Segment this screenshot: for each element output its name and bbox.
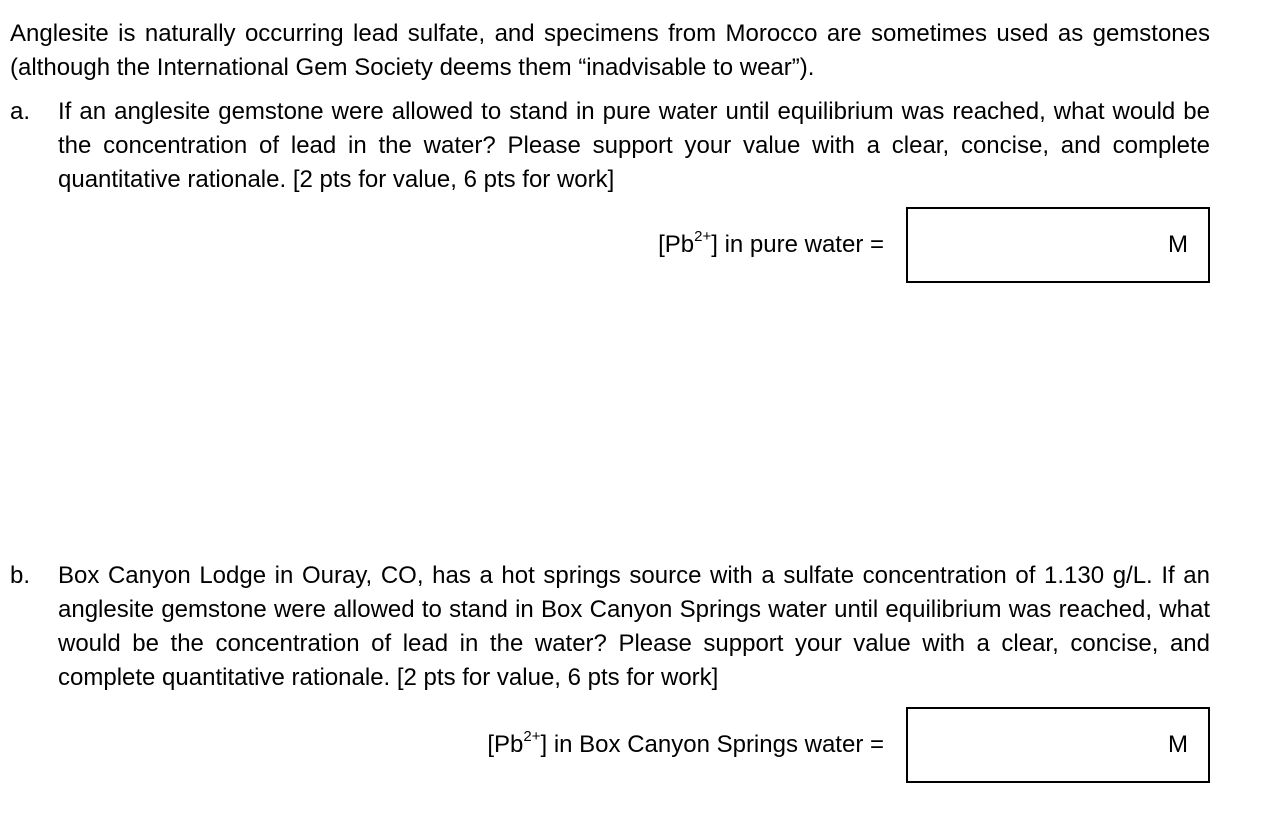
answer-box[interactable] — [906, 207, 1210, 283]
question-letter: a. — [10, 98, 31, 125]
question-b — [10, 559, 1210, 695]
answer-label — [487, 728, 884, 762]
answer-label-prefix: [Pb — [487, 731, 524, 758]
answer-label-prefix: [Pb — [658, 231, 695, 258]
answer-box[interactable] — [906, 707, 1210, 783]
question-letter: b. — [10, 562, 31, 589]
unit-label: M — [1168, 731, 1188, 758]
intro-paragraph: Anglesite is naturally occurring lead sulfate, and specimens from Morocco are sometimes used as gemstones (although the International Gem Society deems them “inadvisable to wear”). — [10, 20, 1210, 81]
charge-superscript: 2+ — [694, 228, 712, 245]
answer-row-a — [658, 208, 1210, 282]
question-text: If an anglesite gemstone were allowed to stand in pure water until equilibrium was reached, what would be the concentration of lead in the water? Please support your value with a clear, concise, and complete quantitative rationale. [2 pts for value, 6 pts for work] — [58, 98, 1210, 193]
answer-label — [658, 228, 884, 262]
unit-label: M — [1168, 231, 1188, 258]
question-text: Box Canyon Lodge in Ouray, CO, has a hot springs source with a sulfate concentration of 1.130 g/L. If an anglesite gemstone were allowed to stand in Box Canyon Springs water until equilibrium was reached, what would be the concentration of lead in the water? Please support your value with a clear, concise, and complete quantitative rationale. [2 pts for value, 6 pts for work] — [58, 562, 1210, 691]
answer-row-b — [487, 708, 1210, 782]
answer-label-suffix: ] in pure water = — [711, 231, 884, 258]
charge-superscript: 2+ — [523, 728, 541, 745]
answer-label-suffix: ] in Box Canyon Springs water = — [540, 731, 884, 758]
question-a — [10, 95, 1210, 197]
